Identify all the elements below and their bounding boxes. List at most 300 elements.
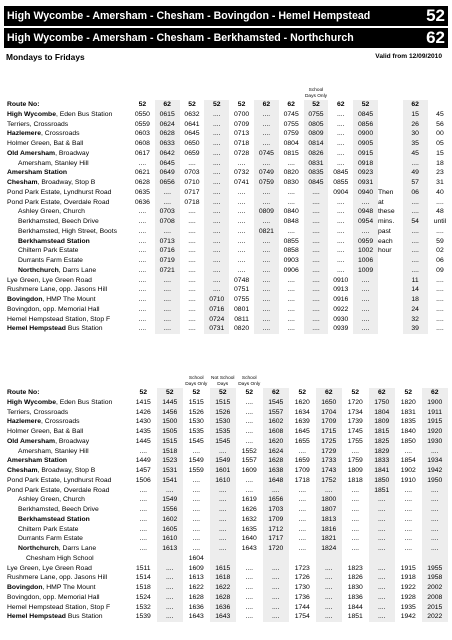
- departure-time: ....: [157, 593, 184, 603]
- departure-time: ....: [336, 110, 345, 118]
- departure-time: ....: [204, 168, 229, 178]
- departure-time: 1615: [210, 564, 237, 574]
- departure-time: ....: [436, 315, 444, 323]
- departure-time: ....: [188, 325, 196, 333]
- departure-time: 0845: [304, 178, 329, 188]
- departure-time: 1745: [347, 428, 363, 435]
- departure-time: 1539: [135, 613, 151, 621]
- route-number-row: [4, 100, 452, 110]
- departure-time: 1726: [294, 574, 310, 582]
- departure-time: ....: [369, 505, 396, 515]
- departure-time: 1918: [400, 574, 416, 582]
- departure-time: 1515: [188, 398, 204, 406]
- departure-time: ....: [245, 398, 254, 406]
- departure-time: ....: [245, 408, 254, 416]
- stop-main: Northchurch: [18, 266, 59, 274]
- departure-time: 0628: [155, 129, 180, 139]
- departure-time: 0931: [353, 178, 378, 188]
- departure-time: ....: [138, 257, 147, 264]
- departure-time: ....: [192, 545, 201, 552]
- departure-time: 0732: [234, 169, 250, 177]
- departure-time: [378, 110, 403, 120]
- departure-time: 0635: [134, 188, 150, 196]
- departure-time: ....: [422, 525, 449, 535]
- departure-time: [157, 554, 184, 564]
- table-row: [4, 198, 452, 208]
- departure-time: ....: [287, 159, 295, 167]
- departure-time: 0855: [283, 237, 299, 245]
- column-note: School Days Only: [304, 88, 328, 99]
- departure-time: 0713: [234, 130, 250, 138]
- stop-name: [4, 495, 130, 505]
- departure-time: ....: [304, 246, 329, 256]
- departure-time: [378, 120, 403, 130]
- departure-time: 2022: [422, 612, 449, 622]
- stop-main: Terriers: [7, 120, 30, 128]
- departure-time: ....: [263, 593, 290, 603]
- departure-time: ....: [263, 612, 290, 622]
- departure-time: 0745: [254, 149, 279, 159]
- departure-time: 0930: [333, 315, 349, 323]
- stop-name: [4, 246, 130, 256]
- departure-time: 1823: [347, 564, 363, 572]
- frequency-spacer: [378, 100, 403, 110]
- departure-time: ....: [436, 325, 444, 333]
- stop-detail: , Crossroads: [29, 120, 69, 128]
- departure-time: ....: [245, 428, 254, 435]
- departure-time: ....: [369, 573, 396, 583]
- stop-detail: , Crossroads: [41, 418, 80, 426]
- departure-time: 0915: [353, 149, 378, 159]
- departure-time: 14: [403, 285, 428, 295]
- departure-time: 1942: [422, 466, 449, 476]
- departure-time: ....: [138, 305, 147, 313]
- departure-time: [378, 256, 403, 266]
- departure-time: 00: [436, 130, 444, 138]
- departure-time: 1704: [316, 408, 343, 418]
- departure-time: 18: [403, 295, 428, 305]
- departure-time: ....: [192, 515, 201, 523]
- departure-time: 0642: [155, 149, 180, 159]
- departure-time: ....: [192, 447, 201, 455]
- departure-time: 1930: [422, 437, 449, 447]
- departure-time: 1524: [135, 593, 151, 601]
- departure-time: ....: [157, 612, 184, 622]
- departure-time: 1734: [347, 408, 363, 416]
- departure-time: ....: [422, 515, 449, 525]
- departure-time: 1500: [157, 417, 184, 427]
- departure-time: 1650: [316, 398, 343, 408]
- table-row: [4, 505, 448, 515]
- table-row: [4, 315, 452, 325]
- departure-time: 1613: [188, 574, 204, 582]
- departure-time: 1518: [135, 584, 151, 591]
- departure-time: ....: [403, 237, 428, 247]
- departure-time: [378, 285, 403, 295]
- departure-time: ....: [254, 295, 279, 305]
- departure-time: ....: [237, 198, 246, 206]
- departure-time: 1506: [135, 476, 151, 484]
- departure-time: ....: [316, 583, 343, 593]
- route-number: 52: [304, 100, 329, 110]
- departure-time: 0718: [184, 198, 200, 206]
- departure-time: 1759: [347, 457, 363, 465]
- departure-time: ....: [157, 573, 184, 583]
- stop-main: Berkhamsted, High Street, Boots: [18, 227, 117, 235]
- table-row: [4, 495, 448, 505]
- departure-time: 0621: [134, 169, 150, 177]
- departure-time: ....: [188, 315, 196, 323]
- departure-time: 0710: [204, 295, 229, 305]
- departure-time: 1604: [188, 554, 204, 562]
- stop-main: Berkhamsted, Beech Drive: [18, 218, 99, 225]
- departure-time: 57: [403, 178, 428, 188]
- departure-time: 1643: [188, 613, 204, 621]
- departure-time: ....: [192, 506, 201, 513]
- departure-time: ....: [188, 208, 196, 216]
- stop-name: [4, 324, 130, 334]
- departure-time: ....: [155, 315, 180, 325]
- departure-time: 0805: [304, 120, 329, 130]
- table-row: [4, 544, 448, 554]
- departure-time: 0759: [254, 178, 279, 188]
- departure-time: 0923: [353, 168, 378, 178]
- departure-time: ....: [188, 257, 196, 264]
- departure-time: ....: [403, 256, 428, 266]
- departure-time: ....: [404, 515, 413, 523]
- departure-time: 0755: [283, 120, 299, 128]
- departure-time: 0856: [353, 120, 378, 130]
- departure-time: 1511: [135, 564, 151, 572]
- departure-time: 09: [436, 266, 444, 274]
- departure-time: ....: [157, 564, 184, 574]
- stop-name: [4, 505, 130, 515]
- departure-time: ....: [336, 266, 345, 274]
- stop-name: [4, 276, 130, 286]
- departure-time: ....: [298, 447, 307, 455]
- stop-main: Amersham, Stanley Hill: [18, 447, 89, 455]
- departure-time: ....: [254, 256, 279, 266]
- stop-main: Chesham High School: [26, 554, 94, 562]
- departure-time: ....: [353, 276, 378, 286]
- departure-time: 1743: [316, 466, 343, 476]
- departure-time: ....: [138, 266, 147, 274]
- departure-time: 1739: [347, 418, 363, 426]
- table-row: [4, 534, 448, 544]
- departure-time: ....: [254, 324, 279, 334]
- departure-time: ....: [139, 515, 148, 523]
- departure-time: ....: [204, 276, 229, 286]
- table-row: [4, 564, 448, 574]
- departure-time: ....: [254, 315, 279, 325]
- departure-time: 0724: [204, 315, 229, 325]
- departure-time: ....: [157, 583, 184, 593]
- departure-time: [130, 554, 157, 564]
- departure-time: ....: [254, 129, 279, 139]
- departure-time: ....: [422, 486, 449, 496]
- route-62-number: 62: [426, 28, 445, 47]
- departure-time: ....: [139, 447, 148, 455]
- route-52-title: High Wycombe - Amersham - Chesham - Bovingdon - Hemel Hempstead: [7, 10, 371, 22]
- departure-time: ....: [237, 266, 246, 274]
- stop-main: High Wycombe: [7, 398, 56, 406]
- departure-time: ....: [336, 237, 345, 245]
- stop-main: Chiltern Park Estate: [18, 247, 79, 255]
- departure-time: 0922: [333, 305, 349, 313]
- departure-time: 1851: [347, 613, 363, 621]
- departure-time: ....: [139, 545, 148, 552]
- departure-time: ....: [245, 486, 254, 494]
- departure-time: ....: [336, 198, 345, 206]
- departure-time: 1526: [210, 408, 237, 418]
- departure-time: these: [377, 208, 395, 216]
- stop-main: Rushmere Lane, opp. Jasons Hill: [7, 286, 108, 294]
- departure-time: 2008: [422, 593, 449, 603]
- departure-time: ....: [336, 130, 345, 138]
- departure-time: 1457: [135, 467, 151, 474]
- table-row: [4, 110, 452, 120]
- departure-time: ....: [245, 418, 254, 426]
- departure-time: ....: [210, 525, 237, 535]
- table-row: [4, 573, 448, 583]
- departure-time: ....: [336, 140, 345, 147]
- departure-time: 1816: [316, 525, 343, 535]
- stop-main: Terriers: [7, 408, 30, 416]
- departure-time: [378, 315, 403, 325]
- departure-time: ....: [404, 496, 413, 504]
- departure-time: ....: [254, 120, 279, 130]
- departure-time: 1750: [369, 398, 396, 408]
- stop-name: [4, 612, 130, 622]
- departure-time: 1720: [263, 544, 290, 554]
- departure-time: ....: [369, 612, 396, 622]
- departure-time: ....: [192, 535, 201, 543]
- departure-time: ....: [254, 237, 279, 247]
- route-number: 62: [263, 388, 290, 398]
- stop-main: Chiltern Park Estate: [18, 525, 79, 533]
- stop-name: [4, 437, 130, 447]
- departure-time: ....: [188, 159, 196, 167]
- departure-time: ....: [237, 227, 246, 235]
- departure-time: ....: [245, 613, 254, 621]
- departure-time: 0809: [254, 207, 279, 217]
- departure-time: ....: [139, 525, 148, 533]
- departure-time: ....: [353, 227, 378, 237]
- departure-time: 1009: [353, 266, 378, 276]
- departure-time: ....: [436, 305, 444, 313]
- departure-time: 1902: [400, 467, 416, 474]
- departure-time: ....: [245, 574, 254, 582]
- departure-time: ....: [436, 286, 444, 294]
- departure-time: ....: [138, 276, 147, 284]
- departure-time: 0830: [283, 179, 299, 186]
- departure-time: 1820: [400, 398, 416, 406]
- departure-time: ....: [192, 525, 201, 533]
- table-row: [4, 427, 448, 437]
- departure-time: ....: [287, 296, 295, 303]
- day-type-title: Mondays to Fridays: [6, 52, 85, 62]
- departure-time: ....: [254, 305, 279, 315]
- departure-time: 0615: [155, 110, 180, 120]
- departure-time: ....: [204, 217, 229, 227]
- departure-time: ....: [304, 324, 329, 334]
- departure-time: 40: [436, 188, 444, 196]
- departure-time: 15: [403, 110, 428, 120]
- departure-time: ....: [287, 227, 295, 235]
- route-number: 52: [210, 388, 237, 398]
- departure-time: ....: [304, 285, 329, 295]
- departure-time: 1804: [369, 408, 396, 418]
- morning-timetable: [0, 72, 452, 334]
- departure-time: 1006: [353, 256, 378, 266]
- stop-name: [4, 427, 130, 437]
- departure-time: 0700: [234, 110, 250, 118]
- departure-time: 0820: [283, 169, 299, 177]
- departure-time: 1002: [353, 246, 378, 256]
- stop-name: [4, 227, 130, 237]
- stop-detail: , Broadway: [55, 149, 90, 157]
- departure-time: at: [377, 198, 384, 206]
- departure-time: ....: [351, 515, 360, 523]
- departure-time: 1535: [210, 427, 237, 437]
- departure-time: ....: [369, 564, 396, 574]
- departure-time: ....: [155, 305, 180, 315]
- departure-time: 1609: [188, 564, 204, 572]
- route-number: 62: [403, 100, 428, 110]
- stop-name: [4, 315, 130, 325]
- departure-time: 0916: [333, 296, 349, 303]
- departure-time: 32: [403, 315, 428, 325]
- table-row: [4, 456, 448, 466]
- departure-time: ....: [304, 217, 329, 227]
- departure-time: ....: [422, 505, 449, 515]
- departure-time: ....: [157, 603, 184, 613]
- stop-name: [4, 198, 130, 208]
- departure-time: ....: [304, 237, 329, 247]
- departure-time: 06: [436, 257, 444, 264]
- departure-time: ....: [155, 324, 180, 334]
- departure-time: 1815: [369, 427, 396, 437]
- departure-time: 1456: [157, 408, 184, 418]
- departure-time: 39: [403, 324, 428, 334]
- stop-name: [4, 178, 130, 188]
- table-row: [4, 149, 452, 159]
- route-62-header: [4, 28, 448, 48]
- departure-time: 0954: [353, 217, 378, 227]
- departure-time: ....: [287, 286, 295, 294]
- stop-name: [4, 139, 130, 149]
- departure-time: ....: [188, 237, 196, 245]
- departure-time: ....: [422, 447, 449, 457]
- stop-name: [4, 168, 130, 178]
- departure-time: 0918: [353, 159, 378, 169]
- stop-main: Hemel Hempstead Station, Stop F: [7, 603, 111, 611]
- departure-time: 1645: [294, 428, 310, 435]
- table-row: [4, 515, 448, 525]
- departure-time: 1608: [263, 427, 290, 437]
- departure-time: 05: [436, 140, 444, 147]
- stop-name: [4, 534, 130, 544]
- table-row: [4, 466, 448, 476]
- departure-time: 1636: [210, 603, 237, 613]
- departure-time: 0903: [283, 257, 299, 264]
- departure-time: 1526: [188, 408, 204, 416]
- stop-detail: , Eden Bus Station: [55, 110, 113, 118]
- afternoon-timetable: [0, 360, 452, 622]
- table-row: [4, 246, 452, 256]
- departure-time: 48: [436, 208, 444, 216]
- departure-time: ....: [369, 534, 396, 544]
- table-row: [4, 324, 452, 334]
- departure-time: ....: [353, 305, 378, 315]
- departure-time: 1532: [135, 603, 151, 611]
- departure-time: ....: [204, 246, 229, 256]
- stop-name: [4, 515, 130, 525]
- departure-time: ....: [422, 495, 449, 505]
- departure-time: ....: [237, 247, 246, 255]
- route-number: 52: [157, 388, 184, 398]
- stop-main: Lye Green, Lye Green Road: [7, 276, 92, 284]
- departure-time: ....: [188, 218, 196, 225]
- departure-time: ....: [336, 247, 345, 255]
- departure-time: ....: [404, 535, 413, 543]
- departure-time: 0821: [254, 227, 279, 237]
- departure-time: ....: [155, 188, 180, 198]
- route-number: 52: [204, 100, 229, 110]
- departure-time: [210, 554, 237, 564]
- departure-time: ....: [263, 486, 290, 496]
- stop-detail: , Darrs Lane: [58, 545, 97, 552]
- departure-time: ....: [237, 188, 246, 196]
- departure-time: ....: [210, 447, 237, 457]
- departure-time: 1755: [347, 437, 363, 445]
- departure-time: ....: [204, 207, 229, 217]
- departure-time: 1850: [400, 437, 416, 445]
- stop-detail: Bus Station: [65, 613, 103, 621]
- departure-time: ....: [369, 593, 396, 603]
- departure-time: 1730: [294, 584, 310, 591]
- departure-time: 15: [436, 149, 444, 157]
- departure-time: ....: [263, 603, 290, 613]
- departure-time: ....: [210, 486, 237, 496]
- departure-time: 1723: [294, 564, 310, 572]
- departure-time: 1628: [188, 593, 204, 601]
- departure-time: 0820: [234, 325, 250, 333]
- stop-name: [4, 159, 130, 169]
- departure-time: ....: [304, 198, 329, 208]
- departure-time: hour: [377, 247, 392, 255]
- stop-name: [4, 447, 130, 457]
- departure-time: 0755: [234, 296, 250, 303]
- departure-time: ....: [204, 120, 229, 130]
- departure-time: 2015: [422, 603, 449, 613]
- departure-time: mins.: [377, 218, 395, 225]
- departure-time: ....: [304, 207, 329, 217]
- departure-time: 1638: [263, 466, 290, 476]
- departure-time: 1709: [263, 515, 290, 525]
- stop-name: [4, 129, 130, 139]
- stop-name: [4, 525, 130, 535]
- departure-time: 1659: [294, 457, 310, 465]
- departure-time: 1825: [369, 437, 396, 447]
- departure-time: ....: [210, 515, 237, 525]
- departure-time: ....: [254, 246, 279, 256]
- departure-time: 0749: [254, 168, 279, 178]
- departure-time: ....: [304, 295, 329, 305]
- departure-time: 1851: [369, 486, 396, 496]
- departure-time: [316, 554, 343, 564]
- departure-time: 1935: [400, 603, 416, 611]
